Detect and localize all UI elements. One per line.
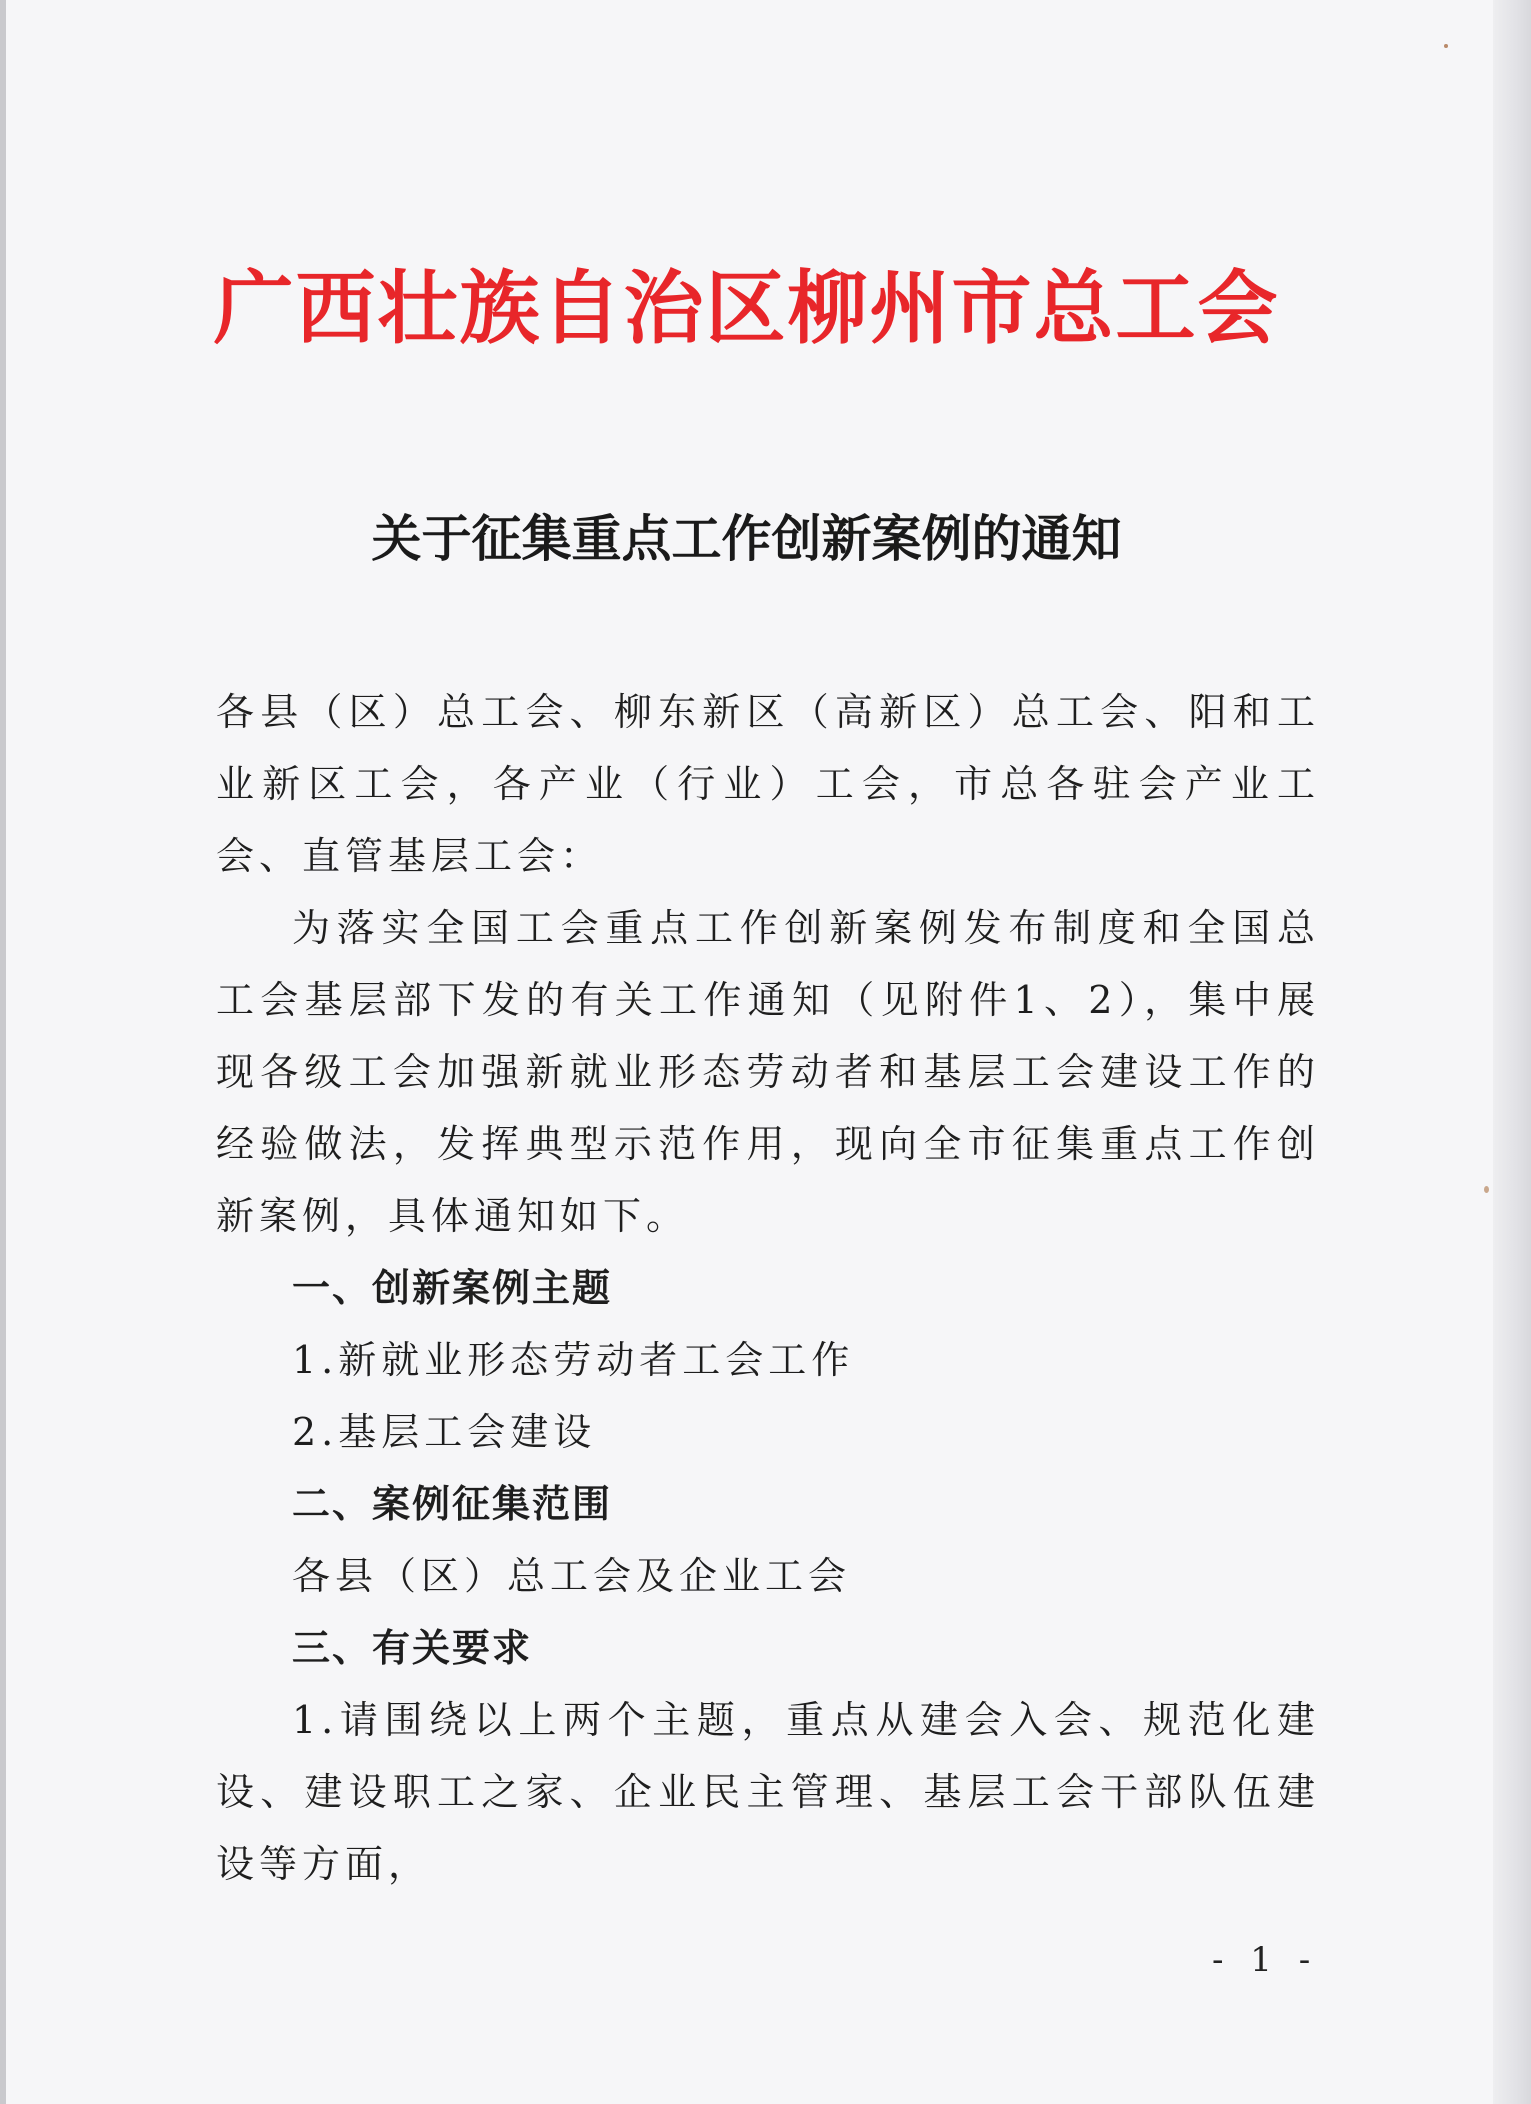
scan-right-edge xyxy=(1493,0,1531,2104)
section-heading: 一、创新案例主题 xyxy=(292,1266,613,1310)
document-title: 关于征集重点工作创新案例的通知 xyxy=(371,509,1122,568)
scan-speck xyxy=(1444,44,1448,48)
issuing-organization-header: 广西壮族自治区柳州市总工会 xyxy=(213,261,1280,355)
section-heading: 二、案例征集范围 xyxy=(292,1482,613,1526)
intro-paragraph: 为落实全国工会重点工作创新案例发布制度和全国总工会基层部下发的有关工作通知（见附件1、2），集中展现各级工会加强新就业形态劳动者和基层工会建设工作的经验做法，发挥典型示范作用，现向全市征集重点工作创新案例，具体通知如下。 xyxy=(216,906,1320,1238)
list-item: 2.基层工会建设 xyxy=(292,1410,597,1454)
addressee-paragraph: 各县（区）总工会、柳东新区（高新区）总工会、阳和工业新区工会，各产业（行业）工会，市总各驻会产业工会、直管基层工会： xyxy=(216,690,1320,878)
list-item: 1.新就业形态劳动者工会工作 xyxy=(292,1338,855,1382)
page-number: - 1 - xyxy=(1212,1940,1319,1980)
document-body xyxy=(216,676,1320,1900)
section-heading: 三、有关要求 xyxy=(292,1626,533,1670)
requirement-paragraph: 1.请围绕以上两个主题，重点从建会入会、规范化建设、建设职工之家、企业民主管理、基层工会干部队伍建设等方面， xyxy=(216,1698,1320,1886)
scan-speck xyxy=(1484,1186,1489,1193)
section-text: 各县（区）总工会及企业工会 xyxy=(292,1554,852,1598)
